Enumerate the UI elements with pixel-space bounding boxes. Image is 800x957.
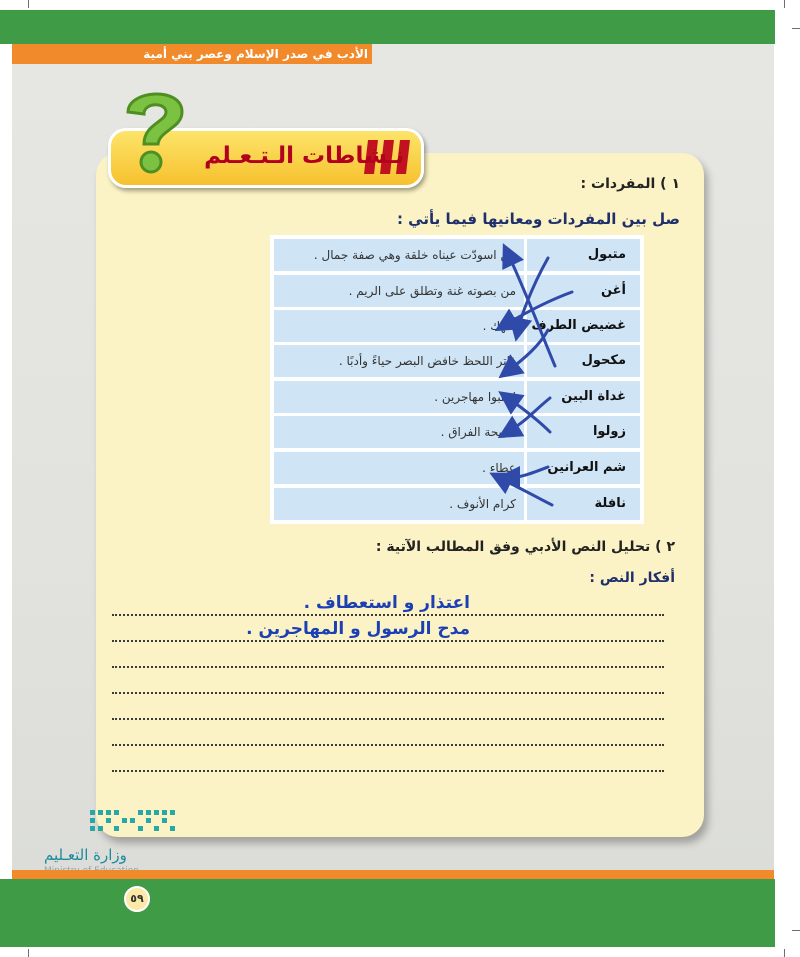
meaning-cell: عطاء . bbox=[274, 452, 524, 484]
meaning-cell: صبيحة الفراق . bbox=[274, 416, 524, 448]
answer-text: مدح الرسول و المهاجرين . bbox=[242, 618, 474, 640]
table-row bbox=[274, 345, 640, 377]
table-row bbox=[274, 239, 640, 271]
table-row bbox=[274, 416, 640, 448]
running-header: الأدب في صدر الإسلام وعصر بني أمية bbox=[143, 47, 368, 61]
ministry-name-arabic: وزارة التعـليم bbox=[44, 846, 127, 864]
question-2-subtitle: أفكار النص : bbox=[589, 570, 675, 586]
answer-line[interactable] bbox=[112, 670, 664, 694]
table-row bbox=[274, 452, 640, 484]
answer-text bbox=[466, 696, 474, 718]
crop-mark bbox=[784, 949, 785, 957]
banner-title: نـشاطات الـتـعـلم bbox=[204, 143, 404, 169]
answer-line[interactable] bbox=[112, 748, 664, 772]
answer-text bbox=[466, 644, 474, 666]
answer-text bbox=[466, 748, 474, 770]
bottom-green-band bbox=[0, 879, 775, 947]
table-row bbox=[274, 275, 640, 307]
word-cell: زولوا bbox=[527, 416, 640, 448]
crop-mark bbox=[784, 0, 785, 8]
crop-mark bbox=[28, 949, 29, 957]
answer-line[interactable] bbox=[112, 644, 664, 668]
meaning-cell: كرام الأنوف . bbox=[274, 488, 524, 520]
crop-mark bbox=[28, 0, 29, 8]
table-row bbox=[274, 310, 640, 342]
word-cell: شم العرانين bbox=[527, 452, 640, 484]
answer-line[interactable] bbox=[112, 696, 664, 720]
meaning-cell: من بصوته غنة وتطلق على الريم . bbox=[274, 275, 524, 307]
answer-text bbox=[466, 670, 474, 692]
word-cell: أغن bbox=[527, 275, 640, 307]
meaning-cell: مُنهك . bbox=[274, 310, 524, 342]
page-number: ٥٩ bbox=[124, 886, 150, 912]
word-cell: غداة البين bbox=[527, 381, 640, 413]
meaning-cell: اذهبوا مهاجرين . bbox=[274, 381, 524, 413]
top-green-band bbox=[0, 10, 775, 44]
word-cell: مكحول bbox=[527, 345, 640, 377]
answer-line[interactable] bbox=[112, 592, 664, 616]
ministry-logo-icon bbox=[86, 806, 182, 836]
word-cell: غضيض الطرف bbox=[527, 310, 640, 342]
question-2-title: ٢ ) تحليل النص الأدبي وفق المطالب الآتية : bbox=[375, 539, 675, 555]
meaning-cell: من اسودّت عيناه خلقة وهي صفة جمال . bbox=[274, 239, 524, 271]
word-cell: نافلة bbox=[527, 488, 640, 520]
question-1-instruction: صل بين المفردات ومعانيها فيما يأتي : bbox=[396, 210, 680, 228]
crop-mark bbox=[792, 930, 800, 931]
matching-table bbox=[270, 235, 644, 524]
question-1-title: ١ ) المفردات : bbox=[580, 176, 680, 192]
answer-line[interactable] bbox=[112, 618, 664, 642]
bottom-orange-band bbox=[12, 870, 774, 879]
question-mark-icon bbox=[114, 82, 196, 178]
table-row bbox=[274, 488, 640, 520]
answer-text: اعتذار و استعطاف . bbox=[300, 592, 474, 614]
word-cell: متبول bbox=[527, 239, 640, 271]
meaning-cell: فاتر اللحظ خافض البصر حياءً وأدبًا . bbox=[274, 345, 524, 377]
answer-text bbox=[466, 722, 474, 744]
answer-line[interactable] bbox=[112, 722, 664, 746]
crop-mark bbox=[792, 28, 800, 29]
table-row bbox=[274, 381, 640, 413]
